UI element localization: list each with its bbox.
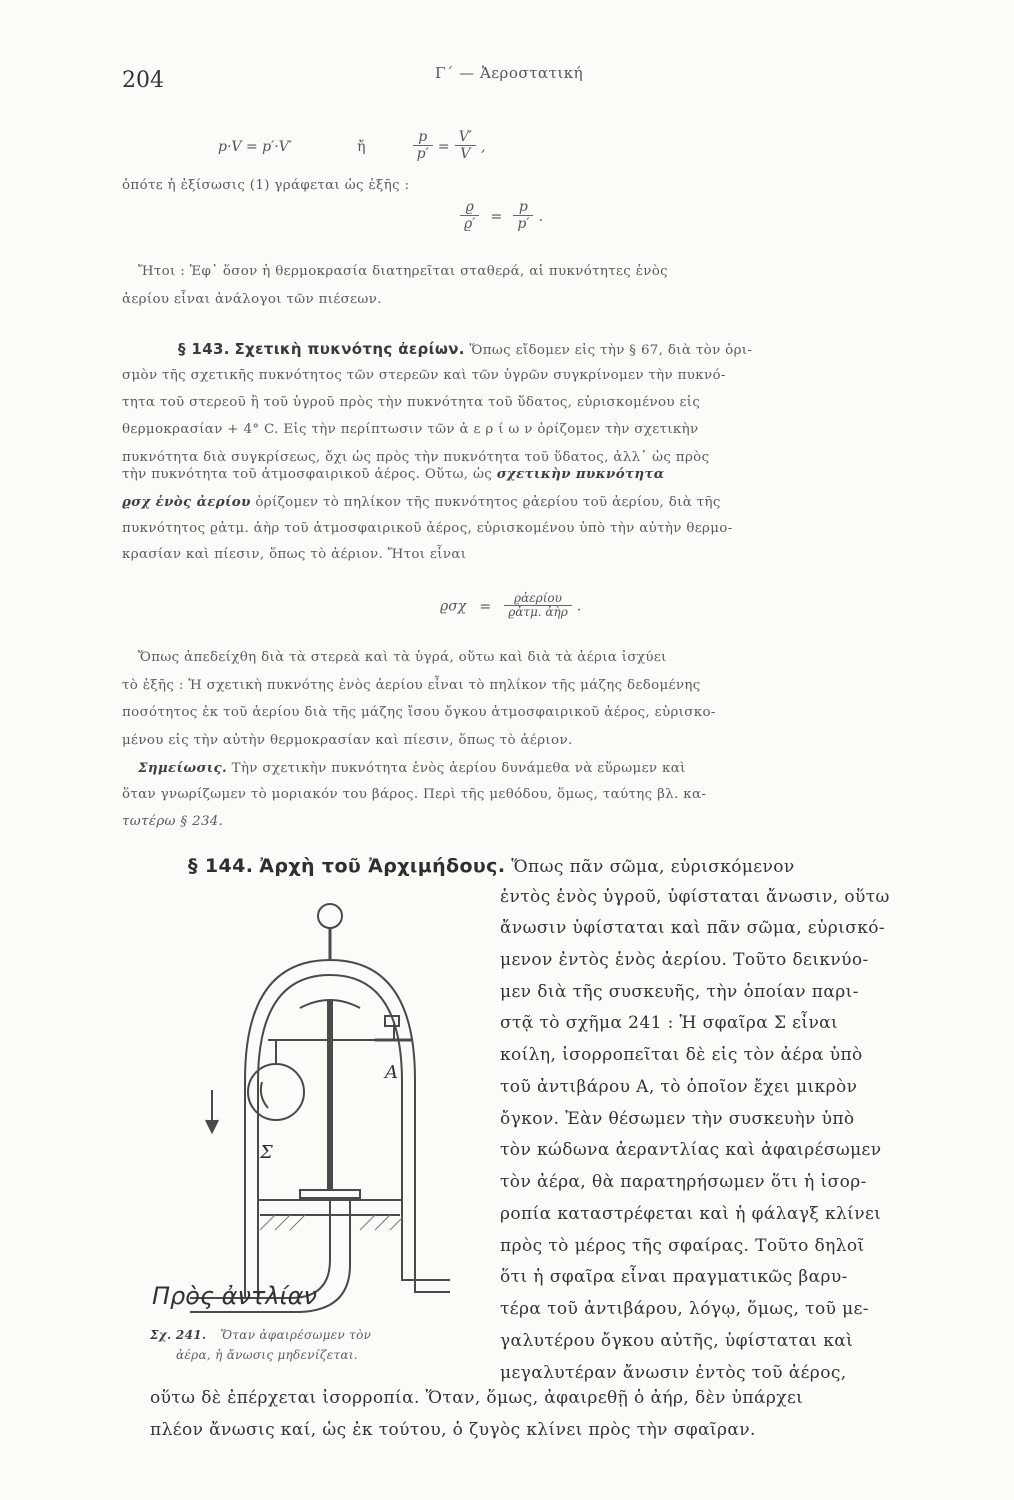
eq1-frac2-den: V xyxy=(460,146,471,163)
eq1-frac2-num: V′ xyxy=(455,130,476,146)
s144-line: μεγαλυτέραν ἄνωσιν ἐντὸς τοῦ ἀέρος, xyxy=(500,1363,847,1383)
eq2-frac1 xyxy=(460,200,479,232)
s144-line: ὅτι ἡ σφαῖρα εἶναι πραγματικῶς βαρυ- xyxy=(500,1267,848,1287)
figure-241-apparatus xyxy=(150,900,480,1320)
s144-line: τέρα τοῦ ἀντιβάρου, λόγῳ, ὅμως, τοῦ με- xyxy=(500,1299,869,1319)
eq3-num: ϱἀερίου xyxy=(504,592,572,606)
eq2-frac2-den: p′ xyxy=(517,216,530,233)
caption-line-1: Ὅταν ἀφαιρέσωμεν τὸν xyxy=(220,1328,372,1342)
label-sigma: Σ xyxy=(260,1142,273,1163)
s143-l7a: ϱσχ ἑνὸς ἀερίου xyxy=(122,494,251,510)
caption-number: Σχ. 241. xyxy=(150,1328,207,1342)
s144-line: στᾷ τὸ σχῆμα 241 : Ἡ σφαῖρα Σ εἶναι xyxy=(500,1013,839,1033)
bell-jar-outer xyxy=(245,960,450,1298)
section-144-heading xyxy=(188,855,795,877)
eq1-frac1-den: p′ xyxy=(416,146,429,163)
s144-line: ἐντὸς ἑνὸς ὑγροῦ, ὑφίσταται ἄνωσιν, οὕτω xyxy=(500,887,890,907)
eq1-trail: , xyxy=(481,138,486,155)
caption-line-2: ἀέρα, ἡ ἄνωσις μηδενίζεται. xyxy=(176,1348,358,1362)
note-line: τωτέρω § 234. xyxy=(122,814,224,829)
s144-line: ἄνωσιν ὑφίσταται καὶ πᾶν σῶμα, εὑρισκό- xyxy=(500,918,886,938)
para-line: τητα τοῦ στερεοῦ ἢ τοῦ ὑγροῦ πρὸς τὴν πυκνότητα τοῦ ὕδατος, εὑρισκομένου εἰς xyxy=(122,395,701,410)
para-line: τὸ ἑξῆς : Ἡ σχετικὴ πυκνότης ἑνὸς ἀερίου εἶναι τὸ πηλίκον τῆς μάζης δεδομένης xyxy=(122,678,701,693)
equation-2 xyxy=(460,200,543,232)
s144-line: πρὸς τὸ μέρος τῆς σφαίρας. Τοῦτο δηλοῖ xyxy=(500,1236,865,1256)
eq2-trail: . xyxy=(538,208,544,225)
s144-line: ὄγκον. Ἐὰν θέσωμεν τὴν συσκευὴν ὑπὸ xyxy=(500,1109,855,1129)
bell-jar-inner xyxy=(258,975,450,1298)
s144-tail-line: οὕτω δὲ ἐπέρχεται ἰσορροπία. Ὅταν, ὅμως, ἀφαιρεθῇ ὁ ἀήρ, δὲν ὑπάρχει xyxy=(150,1388,804,1408)
s144-line: τὸν ἀέρα, θὰ παρατηρήσωμεν ὅτι ἡ ἰσορ- xyxy=(500,1172,867,1192)
balance-base xyxy=(300,1190,360,1198)
equation-3 xyxy=(440,592,581,620)
section-143-heading xyxy=(178,340,752,358)
label-A: Α xyxy=(385,1062,398,1083)
bell-knob xyxy=(318,904,342,928)
para-line: ἀερίου εἶναι ἀνάλογοι τῶν πιέσεων. xyxy=(122,292,382,307)
para-line: κρασίαν καὶ πίεσιν, ὅπως τὸ ἀέριον. Ἤτοι εἶναι xyxy=(122,547,467,562)
s143-l7b: ὁρίζομεν τὸ πηλίκον τῆς πυκνότητος ϱἀερίου τοῦ ἀερίου, διὰ τῆς xyxy=(255,495,721,510)
para-line: Ἤτοι : Ἐφ᾽ ὅσον ἡ θερμοκρασία διατηρεῖται σταθερά, αἱ πυκνότητες ἑνὸς xyxy=(138,264,669,279)
s143-l6b: σχετικὴν πυκνότητα xyxy=(496,466,665,482)
section-144-title: Ἀρχὴ τοῦ Ἀρχιμήδους. xyxy=(259,855,506,877)
eq2-frac2 xyxy=(513,200,533,232)
eq1-frac2 xyxy=(455,130,476,162)
section-143-l1: Ὅπως εἴδομεν εἰς τὴν § 67, διὰ τὸν ὁρι- xyxy=(469,343,753,358)
section-143-number: § 143. xyxy=(178,340,230,358)
para-line: πυκνότητος ϱἀτμ. ἀὴρ τοῦ ἀτμοσφαιρικοῦ ἀέρος, εὑρισκομένου ὑπὸ τὴν αὐτὴν θερμο- xyxy=(122,521,733,536)
para-line: μένου εἰς τὴν αὐτὴν θερμοκρασίαν καὶ πίεσιν, ὅπως τὸ ἀέριον. xyxy=(122,733,573,748)
s143-l6a: τὴν πυκνότητα τοῦ ἀτμοσφαιρικοῦ ἀέρος. Οὕτω, ὡς xyxy=(122,467,493,482)
eq3-trail: . xyxy=(576,598,582,615)
note-label: Σημείωσις. xyxy=(138,760,228,776)
note-line xyxy=(138,760,686,776)
para-line xyxy=(122,466,664,482)
running-head: Γ΄ — Ἀεροστατική xyxy=(435,64,584,82)
note-l1: Τὴν σχετικὴν πυκνότητα ἑνὸς ἀερίου δυνάμεθα νὰ εὕρωμεν καὶ xyxy=(231,761,686,776)
para-line: ποσότητος ἐκ τοῦ ἀερίου διὰ τῆς μάζης ἴσου ὄγκου ἀτμοσφαιρικοῦ ἀέρος, εὑρισκο- xyxy=(122,705,716,720)
eq2-frac1-num: ϱ xyxy=(460,200,479,216)
para-line: σμὸν τῆς σχετικῆς πυκνότητος τῶν στερεῶν καὶ τῶν ὑγρῶν συγκρίνομεν τὴν πυκνό- xyxy=(122,368,726,383)
eq1-conj: ἤ xyxy=(357,138,366,155)
text-line: ὁπότε ἡ ἐξίσωσις (1) γράφεται ὡς ἑξῆς : xyxy=(122,178,410,193)
page-number: 204 xyxy=(122,68,164,93)
section-144-first: Ὅπως πᾶν σῶμα, εὑρισκόμενον xyxy=(511,857,795,877)
eq3-den: ϱἀτμ. ἀὴρ xyxy=(508,605,568,620)
eq1-equals: = xyxy=(437,138,450,155)
eq3-lhs: ϱσχ xyxy=(440,598,467,615)
eq2-frac1-den: ϱ′ xyxy=(464,216,476,233)
pump-label: Πρὸς ἀντλίαν xyxy=(152,1282,317,1310)
para-line: πυκνότητα διὰ συγκρίσεως, ὄχι ὡς πρὸς τὴν πυκνότητα τοῦ ὕδατος, ἀλλ᾽ ὡς πρὸς xyxy=(122,450,710,465)
s144-tail-line: πλέον ἄνωσις καί, ὡς ἐκ τούτου, ὁ ζυγὸς κλίνει πρὸς τὴν σφαῖραν. xyxy=(150,1420,756,1440)
sphere xyxy=(248,1064,304,1120)
equation-1 xyxy=(218,130,486,162)
eq2-frac2-num: p xyxy=(513,200,533,216)
section-143-title: Σχετικὴ πυκνότης ἀερίων. xyxy=(234,340,465,358)
section-144-number: § 144. xyxy=(188,855,254,877)
s144-line: τὸν κώδωνα ἀεραντλίας καὶ ἀφαιρέσωμεν xyxy=(500,1140,882,1160)
s144-line: γαλυτέρου ὄγκου αὐτῆς, ὑφίσταται καὶ xyxy=(500,1331,854,1351)
s144-line: μεν διὰ τῆς συσκευῆς, τὴν ὁποίαν παρι- xyxy=(500,982,859,1002)
s144-line: τοῦ ἀντιβάρου Α, τὸ ὁποῖον ἔχει μικρὸν xyxy=(500,1077,858,1097)
para-line: θερμοκρασίαν + 4° C. Εἰς τὴν περίπτωσιν τῶν ἀ ε ρ ί ω ν ὁρίζομεν τὴν σχετικὴν xyxy=(122,422,699,437)
para-line: Ὅπως ἀπεδείχθη διὰ τὰ στερεὰ καὶ τὰ ὑγρά, οὕτω καὶ διὰ τὰ ἀέρια ἰσχύει xyxy=(138,650,667,665)
eq2-equals: = xyxy=(490,208,503,225)
eq1-frac1-num: p xyxy=(413,130,433,146)
s144-line: ροπία καταστρέφεται καὶ ἡ φάλαγξ κλίνει xyxy=(500,1204,882,1224)
s144-line: μενον ἐντὸς ἑνὸς ἀερίου. Τοῦτο δεικνύο- xyxy=(500,950,869,970)
para-line xyxy=(122,494,721,510)
s144-line: κοίλη, ἰσορροπεῖται δὲ εἰς τὸν ἀέρα ὑπὸ xyxy=(500,1045,863,1065)
note-line: ὅταν γνωρίζωμεν τὸ μοριακόν του βάρος. Περὶ τῆς μεθόδου, ὅμως, ταύτης βλ. κα- xyxy=(122,787,707,802)
figure-caption xyxy=(150,1328,371,1342)
eq1-frac1 xyxy=(413,130,433,162)
eq1-lhs: p·V = p′·V′ xyxy=(218,138,293,155)
eq3-equals: = xyxy=(479,598,492,615)
eq3-frac xyxy=(504,592,572,620)
